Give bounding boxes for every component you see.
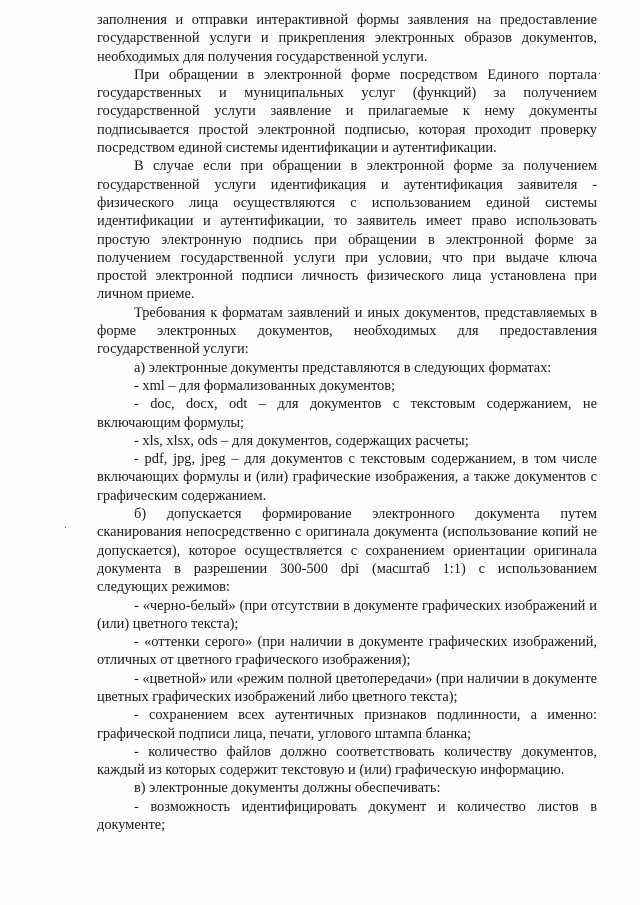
paragraph-continuation: заполнения и отправки интерактивной формы заявления на предоставление государственной услуги и прикрепления электронных образов документов, необходимых для получения государственной услуги. xyxy=(97,12,597,65)
list-item-pdf: - pdf, jpg, jpeg – для документов с текстовым содержанием, в том числе включающих формулы и (или) графические изображения, а также документов с графическим содержанием. xyxy=(97,451,597,504)
scan-speck-mark: . xyxy=(64,520,68,531)
list-item-black-white: - «черно-белый» (при отсутствии в документе графических изображений и (или) цветного текста); xyxy=(97,597,597,632)
list-item-xml: - xml – для формализованных документов; xyxy=(134,377,396,394)
document-body xyxy=(97,11,597,834)
paragraph-item-v: в) электронные документы должны обеспечивать: xyxy=(134,780,441,797)
list-item-xls: - xls, xlsx, ods – для документов, содержащих расчеты; xyxy=(134,432,469,449)
list-item-file-count: - количество файлов должно соответствовать количеству документов, каждый из которых содержит текстовую и (или) графическую информацию. xyxy=(97,743,597,779)
list-item-identify: - возможность идентифицировать документ и количество листов в документе; xyxy=(97,798,597,834)
scan-speck-mark: . xyxy=(598,66,602,77)
paragraph-item-a: а) электронные документы представляются в следующих форматах: xyxy=(134,359,552,376)
paragraph-format-requirements: Требования к форматам заявлений и иных документов, представляемых в форме электронных документов, необходимых для предоставления государственной услуги: xyxy=(97,304,597,358)
paragraph-portal-signature: При обращении в электронной форме посредством Единого портала государственных и муниципальных услуг (функций) за получением государственной услуги заявление и прилагаемые к нему документы подписывается простой электронной подписью, которая проходит проверку посредством единой системы идентификации и аутентификации. xyxy=(97,66,597,157)
paragraph-item-b: б) допускается формирование электронного документа путем сканирования непосредственно с оригинала документа (использование копий не допускается), которое осуществляется с сохранением ориентации оригинала документа в разрешении 300-500 dpi (масштаб 1:1) с использованием следующих режимов: xyxy=(97,506,597,596)
list-item-color: - «цветной» или «режим полной цветопередачи» (при наличии в документе цветных графических изображений либо цветного текста); xyxy=(97,670,597,705)
list-item-doc: - doc, docx, odt – для документов с текстовым содержанием, не включающим формулы; xyxy=(97,396,597,431)
list-item-grayscale: - «оттенки серого» (при наличии в документе графических изображений, отличных от цветного графического изображения); xyxy=(97,634,597,669)
paragraph-identification: В случае если при обращении в электронной форме за получением государственной услуги идентификация и аутентификация заявителя - физического лица осуществляются с использованием единой системы идентификации и аутентификации, то заявитель имеет право использовать простую электронную подпись при обращении в электронной форме за получением государственной услуги при условии, что при выдаче ключа простой электронной подписи личность физического лица установлена при личном приеме. xyxy=(97,158,597,303)
list-item-authenticity: - сохранением всех аутентичных признаков подлинности, а именно: графической подписи лица, печати, углового штампа бланка; xyxy=(97,707,597,742)
